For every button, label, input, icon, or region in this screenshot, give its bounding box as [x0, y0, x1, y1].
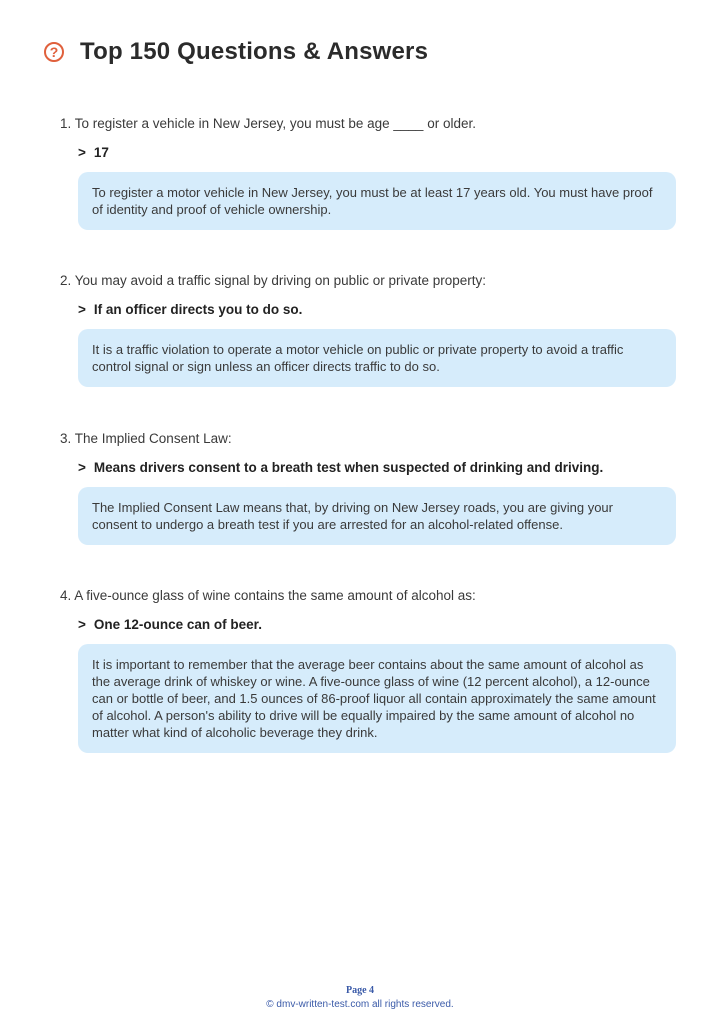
- answer-marker: >: [78, 145, 86, 160]
- qa-item-2: [60, 273, 680, 387]
- answer-marker: >: [78, 460, 86, 475]
- qa-item-4: [60, 588, 680, 753]
- qa-item-1: [60, 116, 680, 230]
- question-circle-icon: ?: [44, 42, 64, 62]
- explanation-box: To register a motor vehicle in New Jersey, you must be at least 17 years old. You must have proof of identity and proof of vehicle ownership.: [78, 172, 676, 230]
- page-footer: [0, 985, 720, 1010]
- question-text: 1. To register a vehicle in New Jersey, you must be age ____ or older.: [60, 116, 476, 131]
- question-text: 4. A five-ounce glass of wine contains the same amount of alcohol as:: [60, 588, 476, 603]
- page-header: [44, 38, 428, 66]
- answer-text: [78, 617, 680, 632]
- copyright-text: © dmv-written-test.com all rights reserved.: [266, 999, 454, 1010]
- answer-value: 17: [93, 145, 109, 160]
- answer-text: [78, 460, 680, 475]
- answer-value: Means drivers consent to a breath test when suspected of drinking and driving.: [93, 460, 604, 475]
- answer-marker: >: [78, 302, 86, 317]
- answer-text: [78, 145, 680, 160]
- answer-value: If an officer directs you to do so.: [93, 302, 303, 317]
- page-number: Page 4: [345, 985, 375, 996]
- question-text: 2. You may avoid a traffic signal by driving on public or private property:: [60, 273, 486, 288]
- answer-marker: >: [78, 617, 86, 632]
- question-text: 3. The Implied Consent Law:: [60, 431, 232, 446]
- page-title: Top 150 Questions & Answers: [80, 38, 429, 65]
- explanation-box: It is important to remember that the average beer contains about the same amount of alcohol as the average drink of whiskey or wine. A five-ounce glass of wine (12 percent alcohol), a 12-ounce can or bottle of beer, and 1.5 ounces of 86-proof liquor all contain approximately the same amount of alcohol. A person's ability to drive will be equally impaired by the same amount of alcohol no matter what kind of alcoholic beverage they drink.: [78, 644, 676, 753]
- answer-text: [78, 302, 680, 317]
- qa-item-3: [60, 431, 680, 545]
- explanation-box: The Implied Consent Law means that, by driving on New Jersey roads, you are giving your consent to undergo a breath test if you are arrested for an alcohol-related offense.: [78, 487, 676, 545]
- explanation-box: It is a traffic violation to operate a motor vehicle on public or private property to avoid a traffic control signal or sign unless an officer directs traffic to do so.: [78, 329, 676, 387]
- answer-value: One 12-ounce can of beer.: [93, 617, 262, 632]
